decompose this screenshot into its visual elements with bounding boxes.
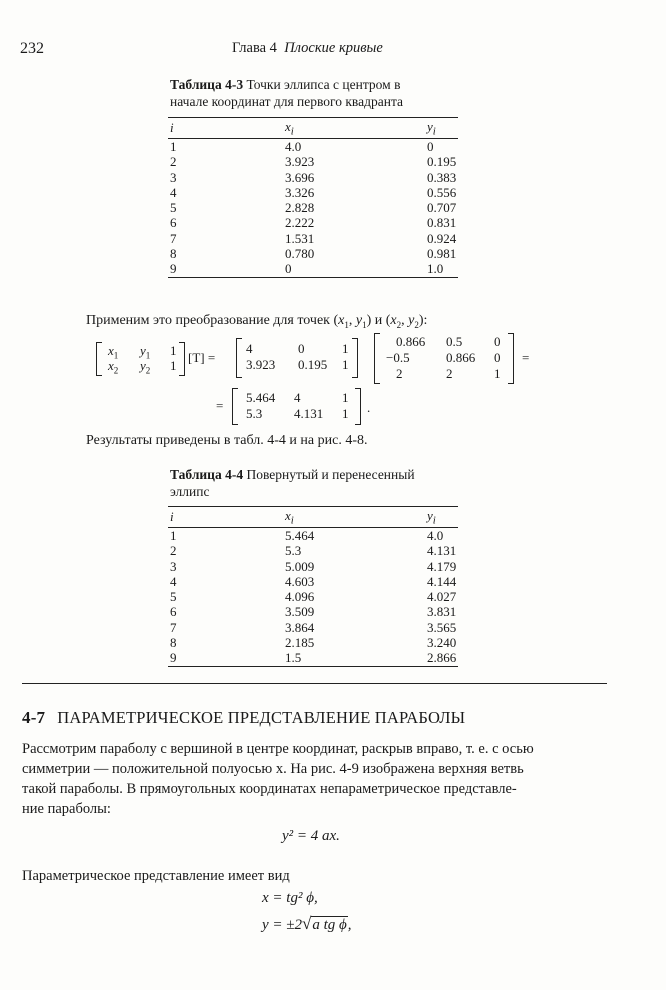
column-header-y: $y_i$ xyxy=(425,507,458,528)
cell-i: 6 xyxy=(170,215,177,231)
paragraph-line: симметрии — положительной полуосью x. На рис. 4-9 изображена верхняя ветвь xyxy=(22,761,524,777)
cell-i: 9 xyxy=(168,261,283,277)
cell-x: 3.509 xyxy=(285,604,315,620)
cell-i: 7 xyxy=(170,619,177,635)
right-bracket xyxy=(355,388,361,425)
table-3-caption-line1: Точки эллипса с центром в xyxy=(246,77,401,92)
section-heading xyxy=(22,708,465,728)
cell-i: 2 xyxy=(170,543,177,559)
results-note: Результаты приведены в табл. 4-4 и на рис. 4-8. xyxy=(86,433,368,448)
cell-x: 1.531 xyxy=(285,230,315,246)
transform-conj: и xyxy=(374,313,383,328)
cell-i: 3 xyxy=(170,169,177,185)
running-head xyxy=(232,40,383,57)
column-header-i: i xyxy=(168,118,283,139)
table-row xyxy=(168,261,458,277)
cell-i: 1 xyxy=(170,528,177,543)
section-rule xyxy=(22,683,607,684)
left-bracket xyxy=(232,388,238,425)
cell-i: 7 xyxy=(170,230,177,246)
cell-x: 3.923 xyxy=(285,154,315,170)
cell-x: 3.864 xyxy=(285,619,315,635)
table-header-row xyxy=(168,118,458,139)
cell-y: 4.0 xyxy=(427,528,444,543)
right-bracket xyxy=(352,338,358,378)
table-3-label: Таблица 4-3 xyxy=(170,77,244,92)
table-row xyxy=(168,604,458,619)
cell-y: 0 xyxy=(427,139,434,154)
cell-x: 4.096 xyxy=(285,589,315,605)
table-3 xyxy=(168,117,458,278)
cell-x: 5.009 xyxy=(285,558,315,574)
table-row xyxy=(168,559,458,574)
left-bracket xyxy=(374,333,380,384)
table-4 xyxy=(168,506,458,667)
cell-y: 4.131 xyxy=(427,543,457,559)
cell-x: 4.0 xyxy=(285,139,302,154)
cell-i: 2 xyxy=(170,154,177,170)
cell-y: 0.981 xyxy=(427,246,457,262)
paragraph-line: ние параболы: xyxy=(22,801,111,817)
table-4-caption-line1: Повернутый и перенесенный xyxy=(246,467,415,482)
cell-x: 4.603 xyxy=(285,573,315,589)
table-row xyxy=(168,650,458,666)
cell-i: 5 xyxy=(170,200,177,216)
cell-x: 3.696 xyxy=(285,169,315,185)
equation-x-param: x = tg² ϕ, xyxy=(262,890,318,906)
cell-y: 3.240 xyxy=(427,635,457,651)
paragraph-2 xyxy=(22,866,607,886)
cell-i: 3 xyxy=(170,558,177,574)
transform-intro-text: Применим это преобразование для точек xyxy=(86,313,330,328)
cell-y: 0.195 xyxy=(427,154,457,170)
table-row xyxy=(168,200,458,215)
table-row xyxy=(168,139,458,155)
paragraph-1 xyxy=(22,739,607,819)
table-row xyxy=(168,635,458,650)
cell-x: 2.222 xyxy=(285,215,315,231)
table-row xyxy=(168,231,458,246)
table-3-caption xyxy=(170,76,465,110)
column-header-x: $x_i$ xyxy=(283,118,425,139)
cell-x: 2.185 xyxy=(285,635,315,651)
paragraph-line: Параметрическое представление имеет вид xyxy=(22,868,290,884)
cell-y: 4.144 xyxy=(427,573,457,589)
cell-x: 1.5 xyxy=(283,650,425,666)
table-row xyxy=(168,154,458,169)
table-row xyxy=(168,620,458,635)
page-number: 232 xyxy=(20,40,44,57)
cell-x: 5.464 xyxy=(285,528,315,543)
cell-y: 0.556 xyxy=(427,184,457,200)
table-header-row xyxy=(168,507,458,528)
cell-i: 8 xyxy=(170,246,177,262)
table-row xyxy=(168,170,458,185)
section-number: 4-7 xyxy=(22,708,46,727)
chapter-label: Глава 4 xyxy=(232,40,277,56)
left-bracket xyxy=(236,338,242,378)
radicand: a tg ϕ xyxy=(312,917,347,933)
cell-i: 1 xyxy=(170,139,177,154)
table-row xyxy=(168,528,458,544)
cell-y: 1.0 xyxy=(425,261,458,277)
table-4-caption xyxy=(170,466,465,500)
cell-i: 6 xyxy=(170,604,177,620)
cell-x: 0 xyxy=(283,261,425,277)
cell-y: 0.383 xyxy=(427,169,457,185)
cell-y: 2.866 xyxy=(427,650,457,666)
equation-y-param: y = ±2√a tg ϕ, xyxy=(262,914,352,933)
cell-y: 0.831 xyxy=(427,215,457,231)
cell-i: 4 xyxy=(170,184,177,200)
cell-x: 2.828 xyxy=(285,200,315,216)
cell-y: 0.924 xyxy=(427,230,457,246)
cell-y: 3.831 xyxy=(427,604,457,620)
table-3-caption-line2: начале координат для первого квадранта xyxy=(170,94,404,109)
cell-y: 0.707 xyxy=(427,200,457,216)
equation-parabola: y² = 4 ax. xyxy=(282,828,340,844)
cell-x: 3.326 xyxy=(285,184,315,200)
table-4-label: Таблица 4-4 xyxy=(170,467,244,482)
section-title: ПАРАМЕТРИЧЕСКОЕ ПРЕДСТАВЛЕНИЕ ПАРАБОЛЫ xyxy=(57,708,466,727)
right-bracket xyxy=(508,333,514,384)
table-row xyxy=(168,589,458,604)
cell-y: 3.565 xyxy=(427,619,457,635)
cell-i: 4 xyxy=(170,573,177,589)
table-row xyxy=(168,543,458,558)
cell-y: 4.027 xyxy=(427,589,457,605)
cell-i: 5 xyxy=(170,589,177,605)
table-row xyxy=(168,215,458,230)
left-bracket xyxy=(96,342,102,376)
column-header-y: $y_i$ xyxy=(425,118,458,139)
cell-i: 9 xyxy=(168,650,283,666)
column-header-x: $x_i$ xyxy=(283,507,425,528)
table-row xyxy=(168,574,458,589)
cell-x: 0.780 xyxy=(285,246,315,262)
table-4-caption-line2: эллипс xyxy=(170,484,210,499)
paragraph-line: такой параболы. В прямоугольных координатах непараметрическое представле- xyxy=(22,781,517,797)
cell-y: 4.179 xyxy=(427,558,457,574)
paragraph-line: Рассмотрим параболу с вершиной в центре координат, раскрыв вправо, т. е. с осью xyxy=(22,741,534,757)
cell-i: 8 xyxy=(170,635,177,651)
transform-intro: Применим это преобразование для точек ($x_1$, $y_1$) и ($x_2$, $y_2$): xyxy=(86,313,428,330)
chapter-title: Плоские кривые xyxy=(284,40,383,56)
column-header-i: i xyxy=(168,507,283,528)
cell-x: 5.3 xyxy=(285,543,302,559)
right-bracket xyxy=(179,342,185,376)
table-row xyxy=(168,185,458,200)
table-row xyxy=(168,246,458,261)
